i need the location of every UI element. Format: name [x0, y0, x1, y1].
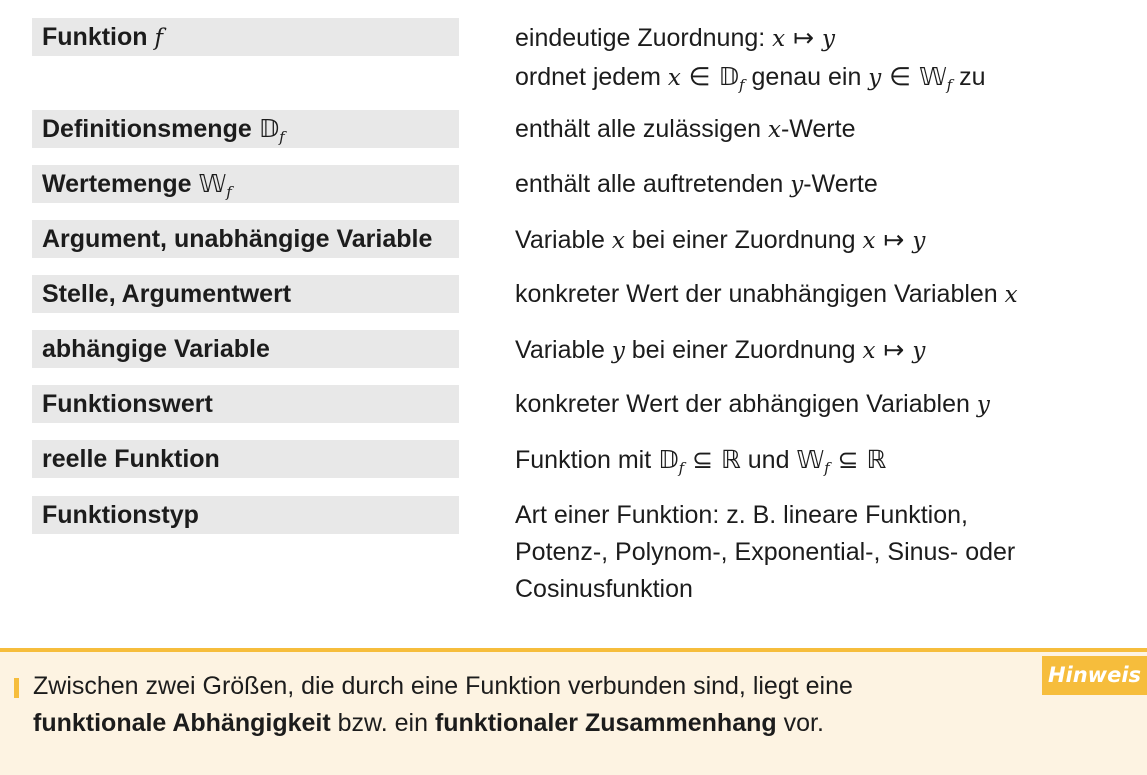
maps-to-symbol: ↦: [875, 335, 913, 364]
hint-text-part: bzw. ein: [330, 709, 435, 737]
hint-box: [0, 652, 1147, 775]
term-wertemenge: [32, 165, 459, 203]
definition-text: bei einer Zuordnung: [624, 226, 863, 254]
range-symbol: 𝕎: [198, 169, 227, 198]
term-label: Funktionswert: [42, 390, 213, 418]
term-label: Funktionstyp: [42, 501, 199, 529]
definition-funktionstyp: [515, 497, 1135, 608]
hint-bold-term: funktionaler Zusammenhang: [434, 709, 777, 737]
definition-text: enthält alle zulässigen: [515, 115, 768, 143]
term-label: Stelle, Argumentwert: [42, 280, 292, 308]
definition-line-1: Art einer Funktion: z. B. lineare Funktion,: [515, 501, 968, 529]
hint-label: Hinweis: [1042, 656, 1147, 695]
variable-x: x: [767, 117, 781, 143]
term-funktion: [32, 18, 459, 56]
subset-symbol: ⊆: [829, 445, 867, 474]
range-symbol: 𝕎: [918, 62, 947, 91]
term-label: Definitionsmenge: [42, 115, 259, 143]
definition-text: zu: [952, 63, 986, 91]
range-symbol: 𝕎: [796, 445, 825, 474]
variable-y: y: [912, 228, 926, 254]
variable-x: x: [772, 26, 786, 52]
domain-symbol: 𝔻: [658, 445, 679, 474]
definition-text: und: [740, 446, 797, 474]
definition-text: Variable: [515, 336, 612, 364]
variable-x: x: [862, 338, 876, 364]
definition-line-1: [515, 19, 1135, 58]
definition-line-2: [515, 58, 1135, 104]
definition-text: ordnet jedem: [515, 63, 668, 91]
variable-x: x: [862, 228, 876, 254]
definition-wertemenge: [515, 166, 1135, 204]
variable-y: y: [976, 392, 990, 418]
definition-text: -Werte: [803, 170, 878, 198]
maps-to-symbol: ↦: [785, 23, 822, 52]
term-label: abhängige Variable: [42, 335, 270, 363]
definition-line-3: Cosinusfunktion: [515, 575, 693, 603]
definition-funktionswert: [515, 386, 1135, 424]
hint-text: [33, 668, 1033, 742]
subscript-f: f: [946, 76, 953, 94]
variable-x: x: [611, 228, 625, 254]
term-label: Wertemenge: [42, 170, 199, 198]
subscript-f: f: [824, 459, 830, 477]
term-reelle-funktion: [32, 440, 459, 478]
term-variable: f: [154, 25, 163, 51]
term-funktionswert: [32, 385, 459, 423]
term-label: Argument, unabhängige Variable: [42, 225, 433, 253]
element-of-symbol: ∈: [881, 62, 919, 91]
term-funktionstyp: [32, 496, 459, 534]
definition-text: Variable: [515, 226, 612, 254]
definition-stelle: [515, 276, 1135, 314]
definition-text: genau ein: [744, 63, 869, 91]
definition-text: bei einer Zuordnung: [624, 336, 863, 364]
subscript-f: f: [226, 183, 232, 201]
definition-abhaengige-variable: [515, 331, 1135, 370]
term-definitionsmenge: [32, 110, 459, 148]
variable-y: y: [868, 65, 882, 91]
definition-text: eindeutige Zuordnung:: [515, 24, 773, 52]
definition-text: -Werte: [780, 115, 856, 143]
variable-y: y: [912, 338, 926, 364]
definition-reelle-funktion: [515, 441, 1135, 487]
term-label: Funktion: [42, 23, 148, 51]
term-stelle: [32, 275, 459, 313]
maps-to-symbol: ↦: [875, 225, 913, 254]
term-label: reelle Funktion: [42, 445, 220, 473]
definition-argument: [515, 221, 1135, 260]
variable-x: x: [667, 65, 681, 91]
hint-bold-term: funktionale Abhängigkeit: [33, 709, 331, 737]
term-abhaengige-variable: [32, 330, 459, 368]
element-of-symbol: ∈: [680, 62, 719, 91]
reals-symbol: ℝ: [866, 445, 887, 474]
subscript-f: f: [739, 76, 745, 94]
definition-text: konkreter Wert der abhängigen Variablen: [515, 390, 977, 418]
definition-funktion: [515, 19, 1135, 104]
hint-marker: [14, 678, 19, 698]
definition-text: konkreter Wert der unabhängigen Variablen: [515, 280, 1005, 308]
hint-text-part: Zwischen zwei Größen, die durch eine Funktion verbunden sind, liegt eine: [33, 672, 853, 700]
definition-text: enthält alle auftretenden: [515, 170, 791, 198]
subscript-f: f: [678, 459, 685, 477]
definition-text: Funktion mit: [515, 446, 659, 474]
variable-y: y: [611, 338, 625, 364]
domain-symbol: 𝔻: [258, 114, 280, 143]
definition-line-2: Potenz-, Polynom-, Exponential-, Sinus- oder: [515, 538, 1016, 566]
domain-symbol: 𝔻: [718, 62, 740, 91]
term-argument: [32, 220, 459, 258]
subset-symbol: ⊆: [684, 445, 721, 474]
definition-definitionsmenge: [515, 111, 1135, 149]
variable-y: y: [821, 26, 835, 52]
variable-x: x: [1004, 282, 1018, 308]
subscript-f: f: [279, 128, 285, 146]
reals-symbol: ℝ: [721, 445, 741, 474]
variable-y: y: [790, 172, 804, 198]
hint-text-part: vor.: [776, 709, 824, 737]
